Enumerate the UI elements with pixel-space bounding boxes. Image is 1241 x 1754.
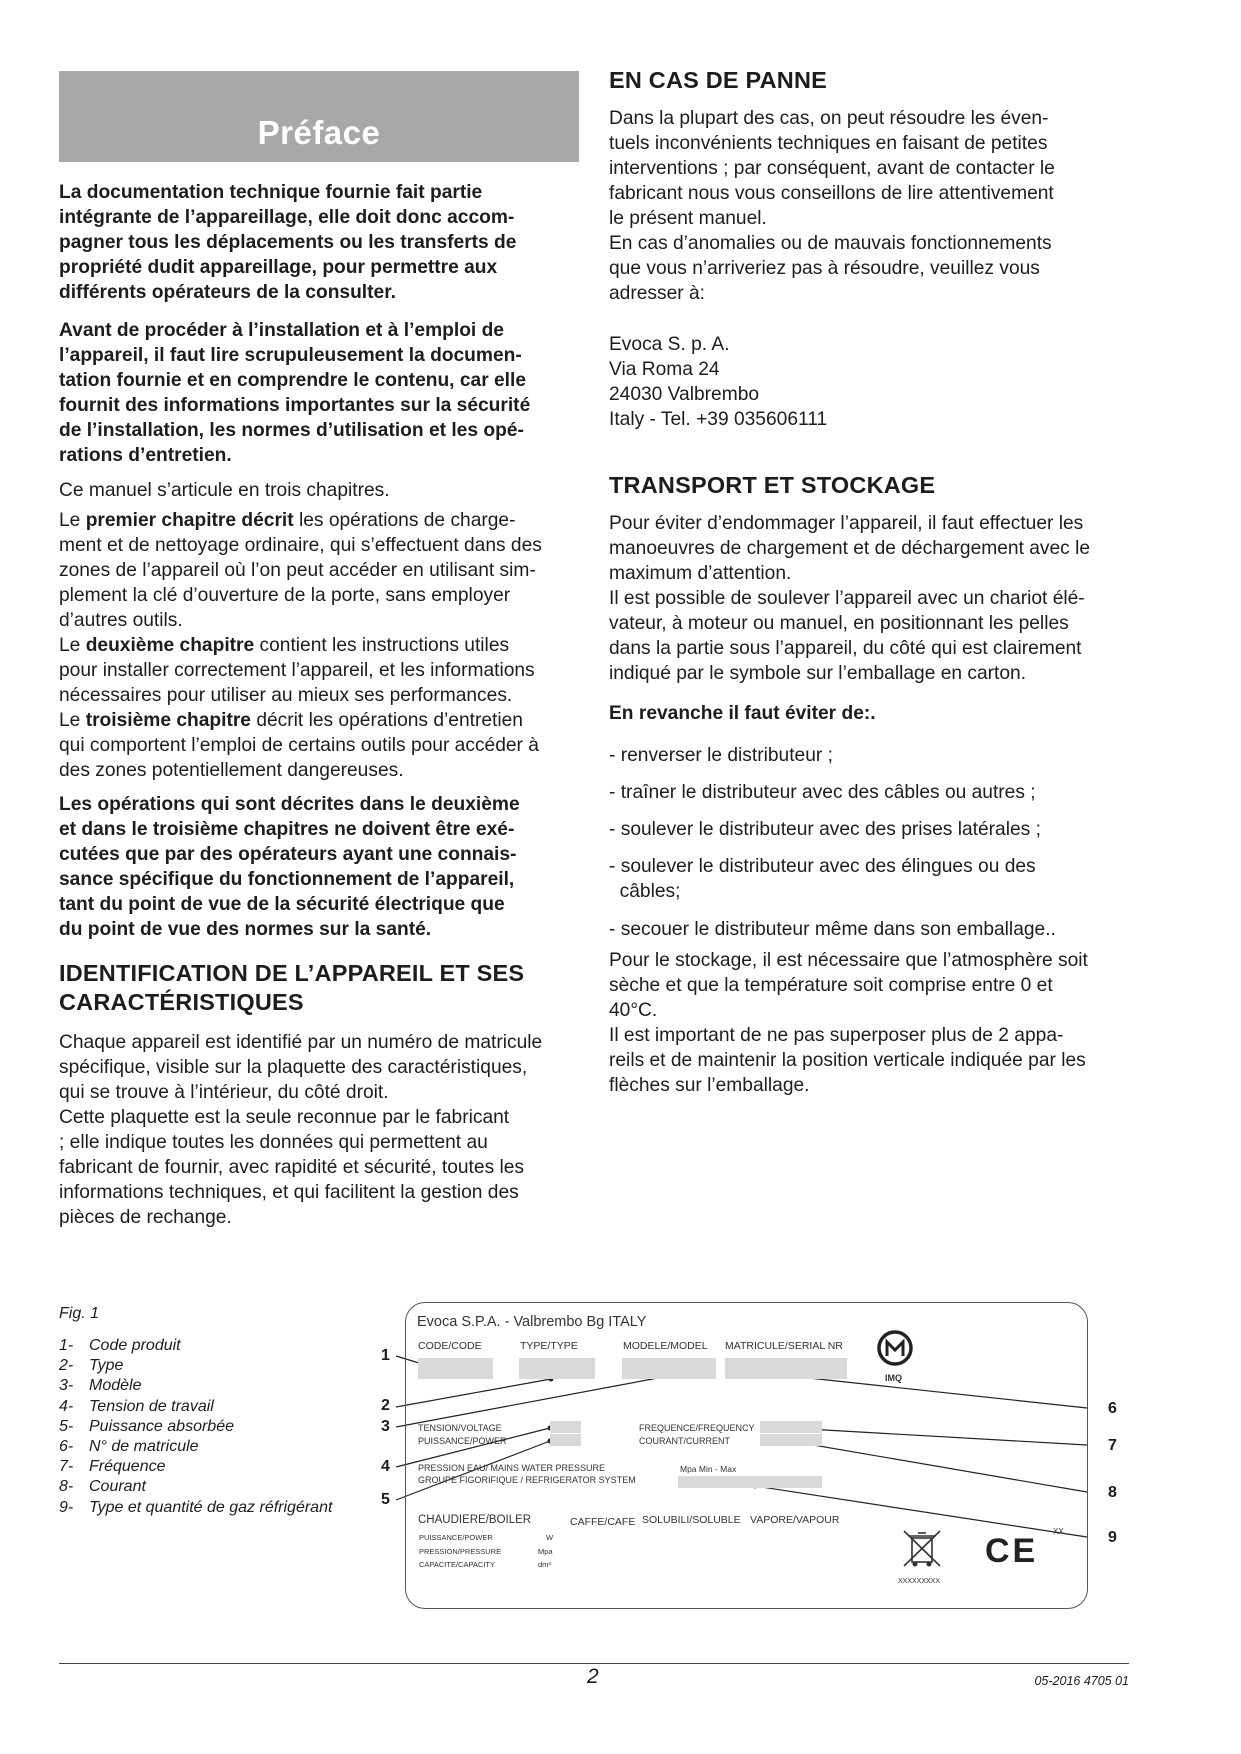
text-line: fournit des informations importantes sur la sécurité	[59, 395, 531, 416]
transport-heading: TRANSPORT ET STOCKAGE	[609, 472, 936, 498]
ce-code: XX	[1053, 1527, 1064, 1536]
text-line: 24030 Valbrembo	[609, 384, 760, 405]
text-line: ; elle indique toutes les données qui permettent au	[59, 1132, 488, 1153]
text-line: propriété dudit appareillage, pour permettre aux	[59, 257, 498, 278]
text-line: flèches sur l’emballage.	[609, 1075, 810, 1096]
legend-label: Tension de travail	[89, 1397, 214, 1415]
plate-water-pressure-label: PRESSION EAU/ MAINS WATER PRESSURE	[418, 1463, 606, 1473]
preface-title: Préface	[257, 114, 381, 151]
callout-number: 2	[381, 1397, 390, 1414]
plate-current-field	[760, 1434, 822, 1446]
plate-refrigerator-label: GROUPE FIGORIFIQUE / REFRIGERATOR SYSTEM	[418, 1475, 636, 1485]
text-span: les opérations de charge-	[293, 510, 516, 531]
text-line: Les opérations qui sont décrites dans le deuxième	[59, 794, 520, 815]
text-line: Evoca S. p. A.	[609, 334, 730, 355]
text-line: fabricant de fournir, avec rapidité et sécurité, toutes les	[59, 1157, 525, 1178]
text-line: Cette plaquette est la seule reconnue par le fabricant	[59, 1107, 510, 1128]
text-line: que vous n’arriveriez pas à résoudre, veuillez vous	[609, 258, 1040, 279]
imq-logo-icon	[875, 1330, 915, 1376]
legend-label: Puissance absorbée	[89, 1417, 234, 1435]
plate-mpa-range: Mpa Min - Max	[680, 1464, 737, 1474]
text-line: cutées que par des opérateurs ayant une connais-	[59, 844, 517, 865]
text-line: Il est possible de soulever l’appareil avec un chariot élé-	[609, 588, 1085, 609]
plate-frequency-field	[760, 1421, 822, 1433]
boiler-capacity-unit: dm³	[538, 1560, 551, 1569]
plate-model-label: MODELE/MODEL	[623, 1340, 708, 1352]
text-line: d’autres outils.	[59, 610, 183, 631]
panne-heading: EN CAS DE PANNE	[609, 67, 828, 93]
text-line: La documentation technique fournie fait partie	[59, 182, 483, 203]
plate-code-field	[418, 1358, 493, 1379]
text-line: Dans la plupart des cas, on peut résoudre les éven-	[609, 108, 1049, 129]
legend-label: Modèle	[89, 1377, 142, 1395]
plate-voltage-field	[550, 1421, 581, 1433]
text-line: pagner tous les déplacements ou les transferts de	[59, 232, 517, 253]
legend-num: 6-	[59, 1438, 74, 1456]
document-reference: 05-2016 4705 01	[1034, 1674, 1129, 1688]
callout-number: 7	[1108, 1437, 1117, 1454]
boiler-power-label: PUISSANCE/POWER	[419, 1533, 493, 1542]
text-span: contient les instructions utiles	[254, 635, 510, 656]
callout-number: 3	[381, 1418, 390, 1435]
text-line: informations techniques, et qui facilitent la gestion des	[59, 1182, 519, 1203]
boiler-capacity-label: CAPACITE/CAPACITY	[419, 1560, 495, 1569]
plate-current-label: COURANT/CURRENT	[639, 1436, 730, 1446]
text-line: pour installer correctement l’appareil, et les informations	[59, 660, 535, 681]
text-line: rations d’entretien.	[59, 445, 232, 466]
legend-num: 1-	[59, 1337, 74, 1354]
text-line: sance spécifique du fonctionnement de l’appareil,	[59, 869, 515, 890]
figure-caption: Fig. 1	[59, 1305, 100, 1322]
plate-type-field	[519, 1358, 595, 1379]
text-line: l’appareil, il faut lire scrupuleusement la documen-	[59, 345, 522, 366]
text-line: 40°C.	[609, 1000, 658, 1021]
callout-number: 1	[381, 1347, 390, 1364]
text-line: Il est important de ne pas superposer plus de 2 appa-	[609, 1025, 1064, 1046]
text-line: pièces de rechange.	[59, 1207, 232, 1228]
text-line: CARACTÉRISTIQUES	[59, 988, 304, 1015]
legend-label: N° de matricule	[89, 1438, 199, 1456]
text-line: sèche et que la température soit comprise entre 0 et	[609, 975, 1053, 996]
page-number: 2	[587, 1665, 599, 1688]
text-line: Via Roma 24	[609, 359, 720, 380]
text-line: IDENTIFICATION DE L’APPAREIL ET SES	[59, 960, 525, 986]
legend-label: Code produit	[89, 1337, 181, 1354]
plate-model-field	[622, 1358, 716, 1379]
boiler-pressure-label: PRESSION/PRESSURE	[419, 1547, 502, 1556]
legend-num: 3-	[59, 1377, 74, 1395]
plate-code-label: CODE/CODE	[418, 1340, 482, 1352]
text-line: vateur, à moteur ou manuel, en positionnant les pelles	[609, 613, 1069, 634]
legend-label: Type	[89, 1357, 124, 1375]
text-line: dans la partie sous l’appareil, du côté qui est clairement	[609, 638, 1082, 659]
plate-cafe-label: CAFFE/CAFE	[570, 1516, 636, 1528]
legend-num: 2-	[59, 1357, 74, 1375]
chapter-3-label: troisième chapitre	[85, 710, 251, 731]
text-line: différents opérateurs de la consulter.	[59, 282, 396, 303]
plate-power-field	[550, 1434, 581, 1446]
chapter-2-label: deuxième chapitre	[85, 635, 255, 656]
text-line: indiqué par le symbole sur l’emballage en carton.	[609, 663, 1027, 684]
ce-mark-icon: CE	[985, 1532, 1039, 1570]
text-line: Pour éviter d’endommager l’appareil, il faut effectuer les	[609, 513, 1084, 534]
text-line: Avant de procéder à l’installation et à l’emploi de	[59, 320, 504, 341]
chapter-1-label: premier chapitre décrit	[85, 510, 294, 531]
text-line: tuels inconvénients techniques en faisant de petites	[609, 133, 1048, 154]
boiler-power-unit: W	[546, 1533, 554, 1542]
text-span: Le	[59, 510, 86, 531]
text-line: du point de vue des normes sur la santé.	[59, 919, 432, 940]
imq-label: IMQ	[885, 1373, 902, 1383]
legend-num: 8-	[59, 1478, 74, 1496]
text-line: câbles;	[609, 881, 681, 902]
text-line: nécessaires pour utiliser au mieux ses performances.	[59, 685, 513, 706]
text-line: qui se trouve à l’intérieur, du côté droit.	[59, 1082, 389, 1103]
text-line: tation fournie et en comprendre le contenu, car elle	[59, 370, 526, 391]
text-span: décrit les opérations d’entretien	[250, 710, 523, 731]
legend-num: 7-	[59, 1458, 74, 1476]
callout-number: 8	[1108, 1484, 1117, 1501]
boiler-pressure-unit: Mpa	[538, 1547, 553, 1556]
text-line: manoeuvres de chargement et de déchargement avec le	[609, 538, 1091, 559]
text-line: zones de l’appareil où l’on peut accéder en utilisant sim-	[59, 560, 536, 581]
plate-boiler-label: CHAUDIERE/BOILER	[418, 1514, 532, 1526]
legend-num: 5-	[59, 1417, 74, 1435]
text-line: maximum d’attention.	[609, 563, 792, 584]
text-span: Le	[59, 635, 86, 656]
text-line: des zones potentiellement dangereuses.	[59, 760, 404, 781]
avoid-item: - soulever le distributeur avec des prises latérales ;	[609, 819, 1041, 840]
plate-vapour-label: VAPORE/VAPOUR	[750, 1514, 840, 1526]
plate-soluble-label: SOLUBILI/SOLUBLE	[642, 1514, 741, 1526]
text-line: intégrante de l’appareillage, elle doit donc accom-	[59, 207, 515, 228]
preface-para-3: Ce manuel s’articule en trois chapitres.	[59, 480, 390, 501]
footer-divider	[59, 1663, 1129, 1664]
legend-label: Fréquence	[89, 1458, 166, 1476]
text-span: Le	[59, 710, 86, 731]
text-line: Italy - Tel. +39 035606111	[609, 409, 828, 430]
legend-num: 4-	[59, 1397, 74, 1415]
plate-serial-field	[725, 1358, 847, 1379]
callout-number: 4	[381, 1458, 390, 1475]
text-line: qui comportent l’emploi de certains outils pour accéder à	[59, 735, 539, 756]
plate-refrigerant-field	[678, 1476, 822, 1488]
text-line: le présent manuel.	[609, 208, 767, 229]
plate-voltage-label: TENSION/VOLTAGE	[418, 1423, 502, 1433]
plate-serial-label: MATRICULE/SERIAL NR	[725, 1340, 843, 1352]
text-line: de l’installation, les normes d’utilisation et les opé-	[59, 420, 524, 441]
text-line: et dans le troisième chapitres ne doivent être exé-	[59, 819, 515, 840]
plate-frequency-label: FREQUENCE/FREQUENCY	[639, 1423, 755, 1433]
callout-number: 5	[381, 1491, 390, 1508]
plate-maker: Evoca S.P.A. - Valbrembo Bg ITALY	[417, 1314, 647, 1330]
legend-label: Type et quantité de gaz réfrigérant	[89, 1498, 333, 1516]
avoid-item: - secouer le distributeur même dans son emballage..	[609, 919, 1056, 940]
text-line: plement la clé d’ouverture de la porte, sans employer	[59, 585, 511, 606]
text-line: Chaque appareil est identifié par un numéro de matricule	[59, 1032, 543, 1053]
text-line: adresser à:	[609, 283, 705, 304]
avoid-item: - renverser le distributeur ;	[609, 745, 833, 766]
text-line: tant du point de vue de la sécurité électrique que	[59, 894, 505, 915]
text-line: reils et de maintenir la position verticale indiquée par les	[609, 1050, 1086, 1071]
weee-code: XXXXXXXXX	[898, 1578, 941, 1585]
plate-type-label: TYPE/TYPE	[520, 1340, 578, 1352]
legend-label: Courant	[89, 1478, 146, 1496]
text-line: Pour le stockage, il est nécessaire que l’atmosphère soit	[609, 950, 1088, 971]
legend-num: 9-	[59, 1498, 74, 1516]
text-line: En cas d’anomalies ou de mauvais fonctionnements	[609, 233, 1052, 254]
text-line: ment et de nettoyage ordinaire, qui s’effectuent dans des	[59, 535, 542, 556]
plate-power-label: PUISSANCE/POWER	[418, 1436, 507, 1446]
weee-bin-icon	[900, 1528, 944, 1574]
callout-number: 6	[1108, 1400, 1117, 1417]
avoid-item: - traîner le distributeur avec des câbles ou autres ;	[609, 782, 1036, 803]
text-line: interventions ; par conséquent, avant de contacter le	[609, 158, 1055, 179]
text-line: - soulever le distributeur avec des élingues ou des	[609, 856, 1036, 877]
avoid-title: En revanche il faut éviter de:.	[609, 703, 876, 724]
callout-number: 9	[1108, 1529, 1117, 1546]
text-line: fabricant nous vous conseillons de lire attentivement	[609, 183, 1054, 204]
text-line: spécifique, visible sur la plaquette des caractéristiques,	[59, 1057, 528, 1078]
